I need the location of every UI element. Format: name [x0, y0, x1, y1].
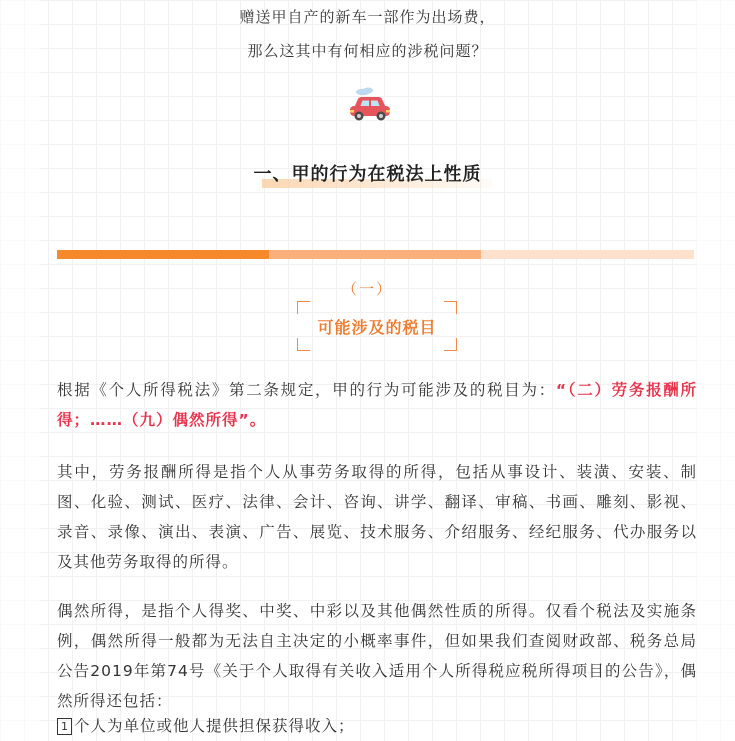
paragraph-lead: 根据《个人所得税法》第二条规定，甲的行为可能涉及的税目为： — [57, 381, 556, 399]
divider-bar-mid — [269, 250, 481, 259]
divider-bar-light — [481, 250, 694, 259]
corner-decoration — [444, 338, 457, 351]
car-icon — [346, 86, 394, 124]
subsection-title: 可能涉及的税目 — [317, 318, 437, 337]
list-item — [57, 714, 355, 736]
corner-decoration — [297, 338, 310, 351]
highlighted-tax-items: “（二）劳务报酬所得；……（九）偶然所得”。 — [57, 381, 697, 429]
list-item-text: 个人为单位或他人提供担保获得收入； — [74, 717, 355, 735]
section-title: 一、甲的行为在税法上性质 — [250, 160, 486, 186]
paragraph-labor-income: 其中，劳务报酬所得是指个人从事劳务取得的所得，包括从事设计、装潢、安装、制图、化验、测试、医疗、法律、会计、咨询、讲学、翻译、审稿、书画、雕刻、影视、录音、录像、演出、表演、广告、展览、技术服务、介绍服务、经纪服务、代办服务以及其他劳务取得的所得。 — [57, 463, 697, 571]
paragraph-incidental-income: 偶然所得，是指个人得奖、中奖、中彩以及其他偶然性质的所得。仅看个税法及实施条例，偶然所得一般都为无法自主决定的小概率事件，但如果我们查阅财政部、税务总局公告2019年第74号《关于个人取得有关收入适用个人所得税应税所得项目的公告》，偶然所得还包括： — [57, 602, 697, 710]
subsection-index: （一） — [341, 280, 393, 298]
intro-line-1: 赠送甲自产的新车一部作为出场费， — [239, 8, 496, 26]
divider-bar-dark — [57, 250, 269, 259]
corner-decoration — [297, 301, 310, 314]
corner-decoration — [444, 301, 457, 314]
list-number-badge: 1 — [57, 718, 72, 735]
page-margin-left — [0, 0, 40, 741]
page-margin-right — [695, 0, 735, 741]
intro-line-2: 那么这其中有何相应的涉税问题？ — [247, 42, 488, 60]
subsection-title-box — [297, 301, 457, 351]
section-heading-wrap — [0, 160, 735, 186]
paragraph-tax-items — [57, 375, 697, 435]
